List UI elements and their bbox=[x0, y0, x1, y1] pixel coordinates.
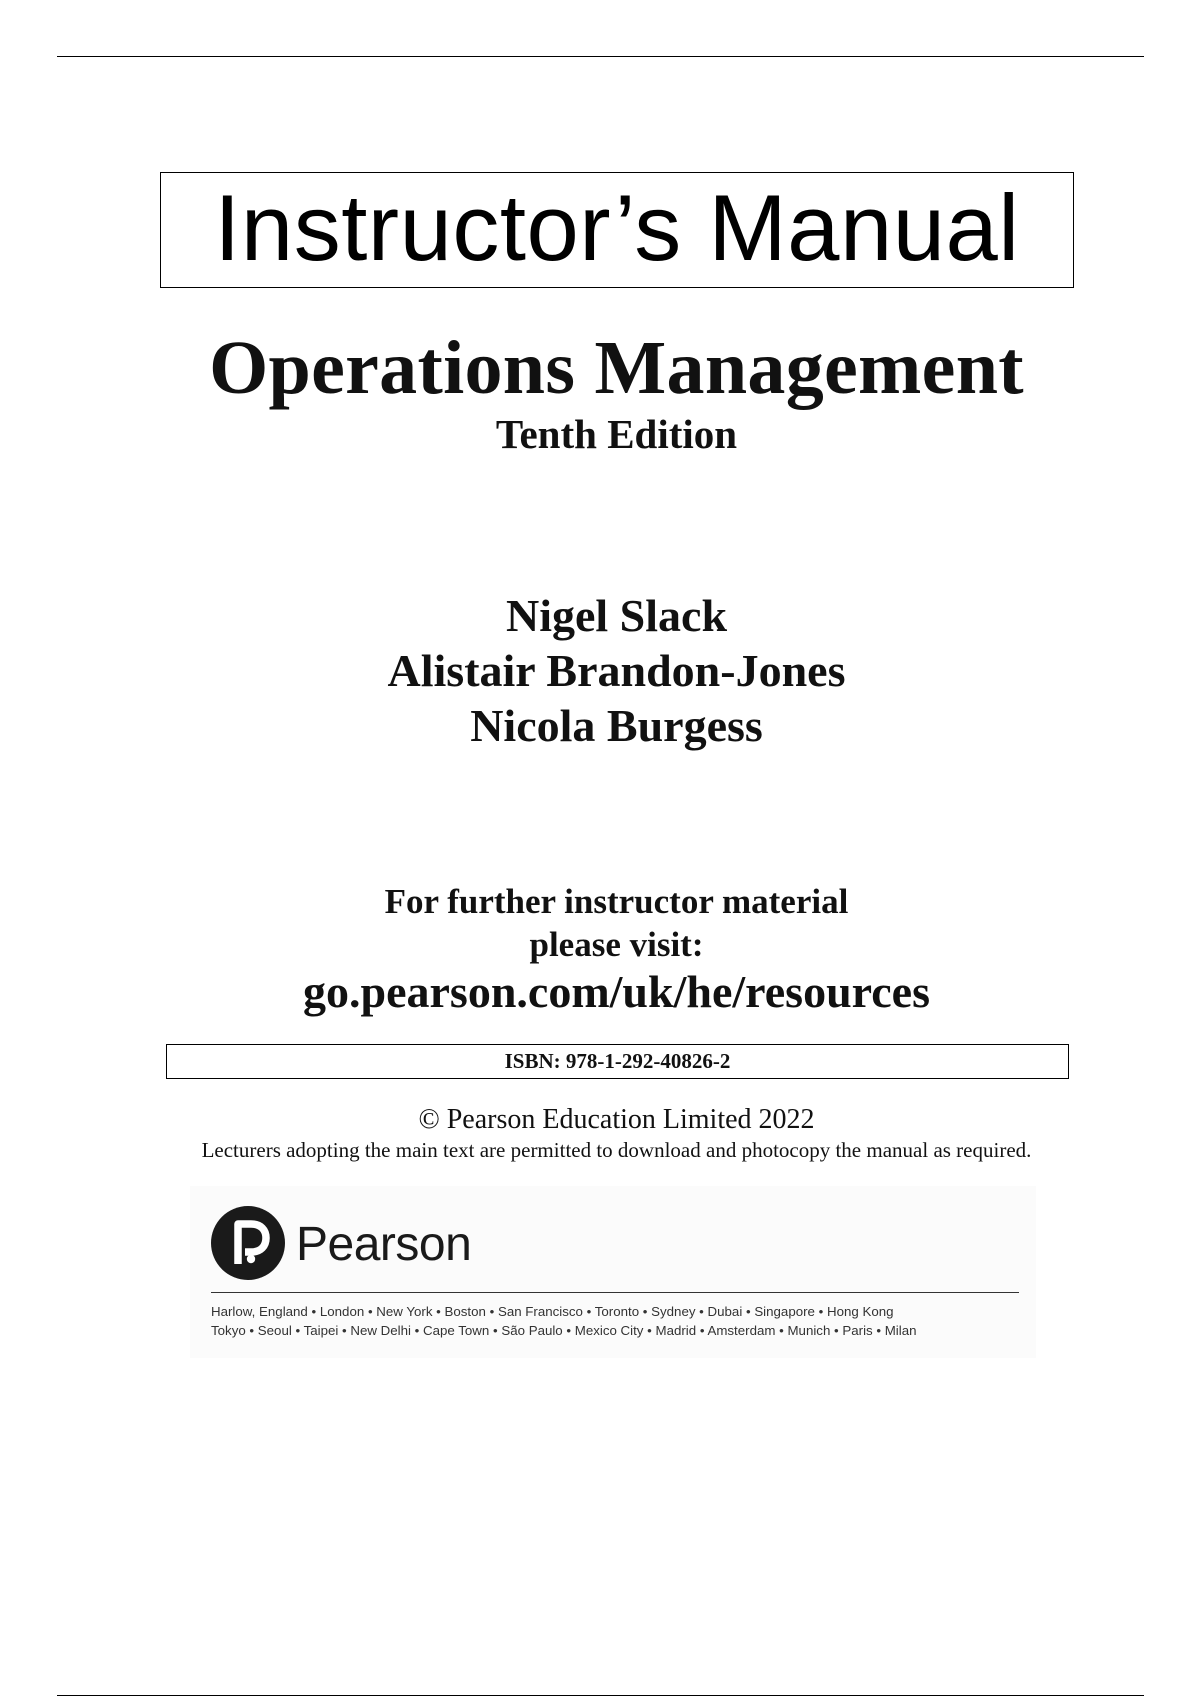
manual-label: Instructor’s Manual bbox=[214, 175, 1020, 280]
resources-url: go.pearson.com/uk/he/resources bbox=[303, 966, 930, 1017]
author-name: Nigel Slack bbox=[505, 590, 728, 641]
pearson-logo-icon bbox=[211, 1206, 285, 1280]
copyright-notice: © Pearson Education Limited 2022 bbox=[418, 1104, 815, 1135]
book-title: Operations Management bbox=[209, 326, 1024, 410]
resources-line-1: For further instructor material bbox=[384, 882, 849, 921]
resources-line-2: please visit: bbox=[529, 925, 704, 964]
publisher-cities-line-1: Harlow, England • London • New York • Boston • San Francisco • Toronto • Sydney • Dubai • Singapore • Hong Kong bbox=[211, 1304, 894, 1319]
author-name: Nicola Burgess bbox=[470, 700, 763, 751]
bottom-rule bbox=[57, 1695, 1144, 1696]
publisher-block bbox=[190, 1186, 1036, 1358]
publisher-cities-line-2: Tokyo • Seoul • Taipei • New Delhi • Cape Town • São Paulo • Mexico City • Madrid • Amsterdam • Munich • Paris • Milan bbox=[211, 1323, 917, 1338]
top-rule bbox=[57, 56, 1144, 57]
resources-note bbox=[0, 880, 1200, 966]
isbn-box bbox=[166, 1044, 1069, 1079]
author-list bbox=[0, 588, 1200, 753]
author-name: Alistair Brandon-Jones bbox=[387, 645, 846, 696]
isbn-text: ISBN: 978-1-292-40826-2 bbox=[504, 1049, 731, 1073]
manual-label-box bbox=[160, 172, 1074, 288]
book-edition: Tenth Edition bbox=[495, 411, 738, 457]
permission-notice: Lecturers adopting the main text are permitted to download and photocopy the manual as required. bbox=[201, 1138, 1032, 1162]
publisher-divider bbox=[211, 1292, 1019, 1293]
publisher-name: Pearson bbox=[296, 1218, 472, 1271]
